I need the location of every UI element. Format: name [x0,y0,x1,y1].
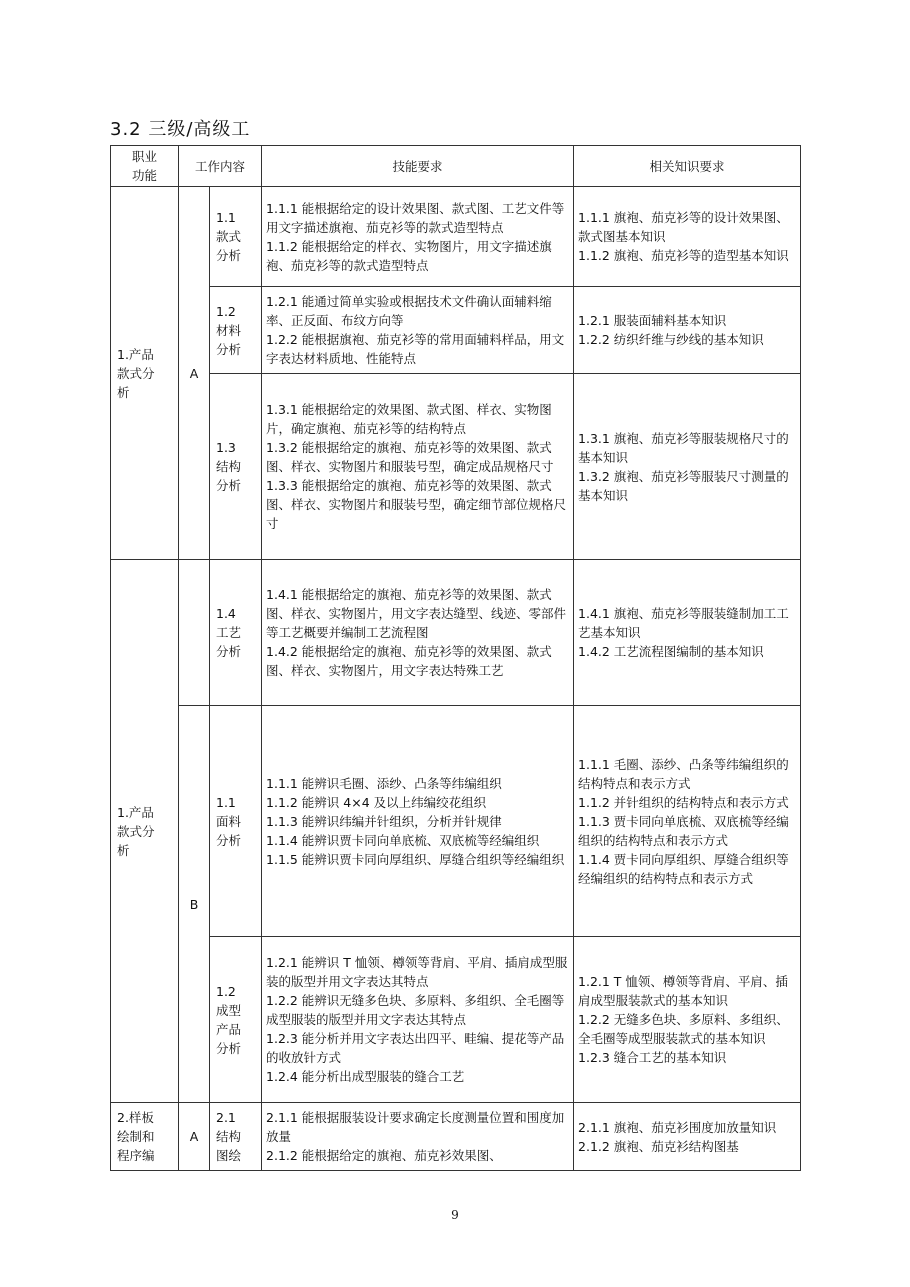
content-cell: 1.1 面料 分析 [210,706,262,937]
content-cell: 1.3 结构 分析 [210,374,262,560]
table-row [111,560,801,706]
table-header-row [111,146,801,187]
header-function: 职业 功能 [111,146,179,187]
knowledge-cell: 1.3.1 旗袍、茄克衫等服装规格尺寸的基本知识 1.3.2 旗袍、茄克衫等服装尺寸测量的基本知识 [574,374,801,560]
knowledge-cell: 1.2.1 T 恤领、樽领等背肩、平肩、插肩成型服装款式的基本知识 1.2.2 无缝多色块、多原料、多组织、全毛圈等成型服装款式的基本知识 1.2.3 缝合工艺的基本知识 [574,937,801,1103]
page-number: 9 [451,1208,459,1222]
skills-cell: 1.2.1 能通过简单实验或根据技术文件确认面辅料缩率、正反面、布纹方向等 1.2.2 能根据旗袍、茄克衫等的常用面辅料样品，用文字表达材料质地、性能特点 [262,287,574,374]
level-cell [179,560,210,706]
content-cell: 2.1 结构 图绘 [210,1103,262,1171]
level-cell: B [179,706,210,1103]
knowledge-cell: 1.1.1 毛圈、添纱、凸条等纬编组织的结构特点和表示方式 1.1.2 并针组织的结构特点和表示方式 1.1.3 贾卡同向单底梳、双底梳等经编组织的结构特点和表示方式 1.1.4 贾卡同向厚组织、厚缝合组织等经编组织的结构特点和表示方式 [574,706,801,937]
table-row [111,706,801,937]
function-cell: 2.样板 绘制和 程序编 [111,1103,179,1171]
function-cell: 1.产品 款式分 析 [111,187,179,560]
table-row [111,187,801,287]
header-knowledge: 相关知识要求 [574,146,801,187]
header-skills: 技能要求 [262,146,574,187]
content-cell: 1.2 材料 分析 [210,287,262,374]
knowledge-cell: 1.1.1 旗袍、茄克衫等的设计效果图、款式图基本知识 1.1.2 旗袍、茄克衫等的造型基本知识 [574,187,801,287]
content-cell: 1.1 款式 分析 [210,187,262,287]
content-cell: 1.2 成型 产品 分析 [210,937,262,1103]
table-row [111,1103,801,1171]
skills-cell: 2.1.1 能根据服装设计要求确定长度测量位置和围度加放量 2.1.2 能根据给定的旗袍、茄克衫效果图、 [262,1103,574,1171]
knowledge-cell: 1.2.1 服装面辅料基本知识 1.2.2 纺织纤维与纱线的基本知识 [574,287,801,374]
skills-cell: 1.3.1 能根据给定的效果图、款式图、样衣、实物图片，确定旗袍、茄克衫等的结构特点 1.3.2 能根据给定的旗袍、茄克衫等的效果图、款式图、样衣、实物图片和服装号型，确定成品规格尺寸 1.3.3 能根据给定的旗袍、茄克衫等的效果图、款式图、样衣、实物图片和服装号型，确定细节部位规格尺寸 [262,374,574,560]
skills-cell: 1.1.1 能辨识毛圈、添纱、凸条等纬编组织 1.1.2 能辨识 4×4 及以上纬编绞花组织 1.1.3 能辨识纬编并针组织，分析并针规律 1.1.4 能辨识贾卡同向单底梳、双底梳等经编组织 1.1.5 能辨识贾卡同向厚组织、厚缝合组织等经编组织 [262,706,574,937]
skills-cell: 1.2.1 能辨识 T 恤领、樽领等背肩、平肩、插肩成型服装的版型并用文字表达其特点 1.2.2 能辨识无缝多色块、多原料、多组织、全毛圈等成型服装的版型并用文字表达其特点 1.2.3 能分析并用文字表达出四平、畦编、提花等产品的收放针方式 1.2.4 能分析出成型服装的缝合工艺 [262,937,574,1103]
level-cell: A [179,187,210,560]
table-row [111,287,801,374]
header-work: 工作内容 [179,146,262,187]
section-title: 3.2 三级/高级工 [110,119,251,140]
skills-cell: 1.1.1 能根据给定的设计效果图、款式图、工艺文件等用文字描述旗袍、茄克衫等的款式造型特点 1.1.2 能根据给定的样衣、实物图片，用文字描述旗袍、茄克衫等的款式造型特点 [262,187,574,287]
function-cell: 1.产品 款式分 析 [111,560,179,1103]
content-cell: 1.4 工艺 分析 [210,560,262,706]
table-row [111,374,801,560]
table-row [111,937,801,1103]
level-cell: A [179,1103,210,1171]
skills-table [110,145,801,1171]
knowledge-cell: 1.4.1 旗袍、茄克衫等服装缝制加工工艺基本知识 1.4.2 工艺流程图编制的基本知识 [574,560,801,706]
knowledge-cell: 2.1.1 旗袍、茄克衫围度加放量知识 2.1.2 旗袍、茄克衫结构图基 [574,1103,801,1171]
skills-cell: 1.4.1 能根据给定的旗袍、茄克衫等的效果图、款式图、样衣、实物图片，用文字表达缝型、线迹、零部件等工艺概要并编制工艺流程图 1.4.2 能根据给定的旗袍、茄克衫等的效果图、款式图、样衣、实物图片，用文字表达特殊工艺 [262,560,574,706]
